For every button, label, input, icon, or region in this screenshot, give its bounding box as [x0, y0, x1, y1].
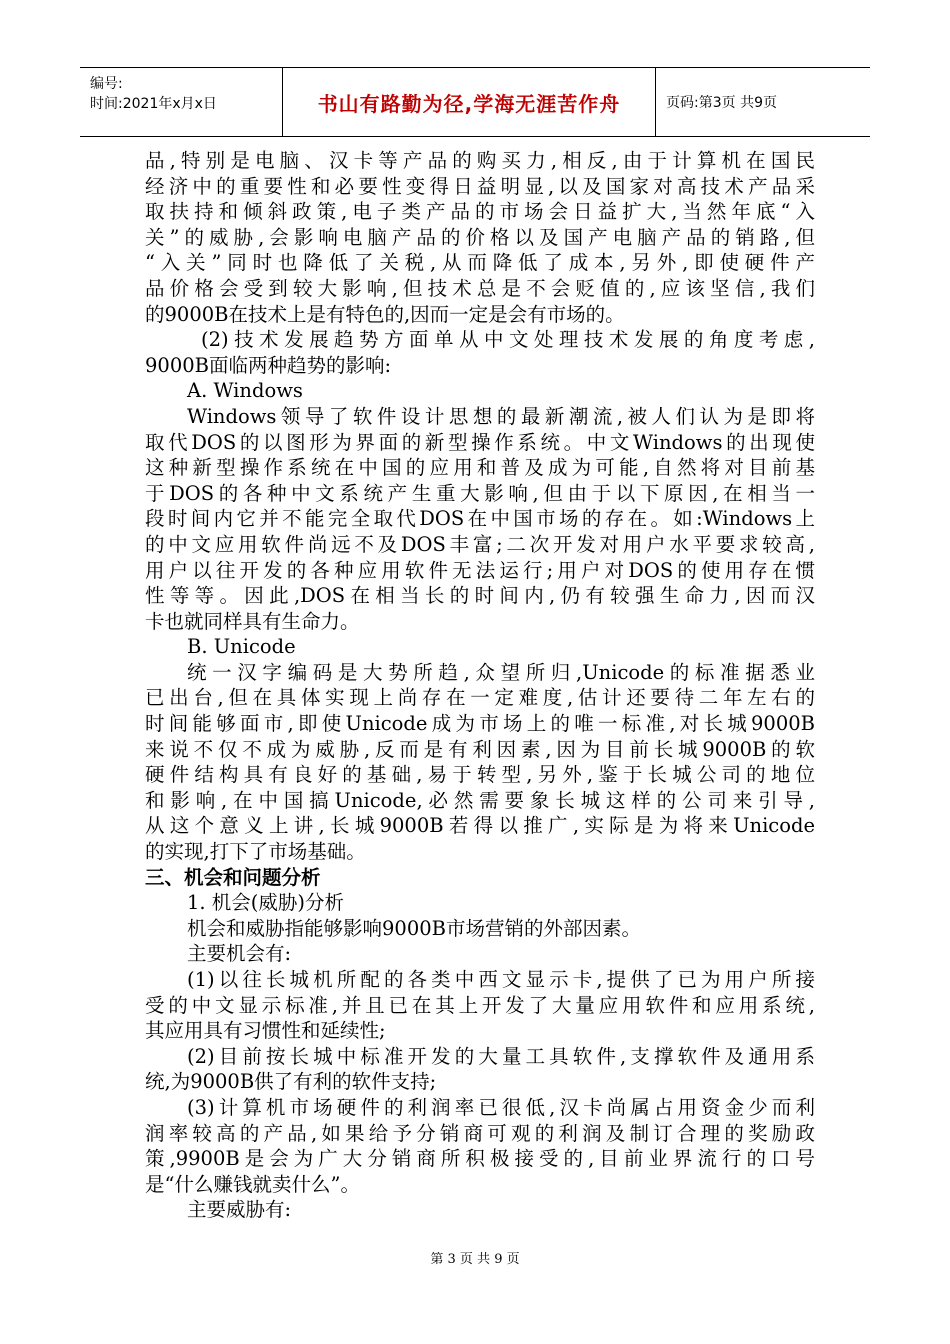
page-header: [80, 67, 870, 137]
body-line: 用户以往开发的各种应用软件无法运行;用户对DOS的使用存在惯: [145, 558, 815, 582]
body-line: 主要机会有:: [187, 942, 292, 966]
body-line: 硬件结构具有良好的基础,易于转型,另外,鉴于长城公司的地位: [145, 763, 815, 787]
body-line: 的9000B在技术上是有特色的,因而一定是会有市场的。: [145, 302, 625, 326]
header-page-info: 页码:第3页 共9页: [666, 95, 777, 111]
body-line: 的实现,打下了市场基础。: [145, 840, 366, 864]
body-line: 统一汉字编码是大势所趋,众望所归,Unicode的标准据悉业: [187, 660, 815, 684]
body-line: 时间能够面市,即使Unicode成为市场上的唯一标准,对长城9000B: [145, 712, 815, 736]
section-label-unicode: B. Unicode: [187, 635, 296, 659]
body-line: 统,为9000B供了有利的软件支持;: [145, 1070, 437, 1094]
body-line: (3)计算机市场硬件的利润率已很低,汉卡尚属占用资金少而利: [187, 1095, 815, 1119]
document-date-label: 时间:2021年x月x日: [90, 96, 217, 112]
body-line: 性等等。因此,DOS在相当长的时间内,仍有较强生命力,因而汉: [145, 584, 815, 608]
body-line: 经济中的重要性和必要性变得日益明显,以及国家对高技术产品采: [145, 174, 815, 198]
body-line: 卡也就同样具有生命力。: [145, 609, 360, 633]
body-line: 来说不仅不成为威胁,反而是有利因素,因为目前长城9000B的软: [145, 737, 815, 761]
header-meta: [80, 68, 283, 136]
body-line: 这种新型操作系统在中国的应用和普及成为可能,自然将对目前基: [145, 456, 815, 480]
body-line: 受的中文显示标准,并且已在其上开发了大量应用软件和应用系统,: [145, 993, 815, 1017]
body-line: 的中文应用软件尚远不及DOS丰富;二次开发对用户水平要求较高,: [145, 532, 815, 556]
body-line: 9000B面临两种趋势的影响:: [145, 353, 392, 377]
body-line: “入关”同时也降低了关税,从而降低了成本,另外,即使硬件产: [145, 251, 815, 275]
body-line: 关”的威胁,会影响电脑产品的价格以及国产电脑产品的销路,但: [145, 225, 815, 249]
body-line: 段时间内它并不能完全取代DOS在中国市场的存在。如:Windows上: [145, 507, 815, 531]
document-number-label: 编号:: [90, 76, 123, 92]
subsection-heading: 1. 机会(威胁)分析: [187, 891, 345, 915]
body-line: 是“什么赚钱就卖什么”。: [145, 1172, 360, 1196]
header-page-info-cell: [656, 68, 870, 136]
body-line: 润率较高的产品,如果给予分销商可观的利润及制订合理的奖励政: [145, 1121, 815, 1145]
body-line: 从这个意义上讲,长城9000B若得以推广,实际是为将来Unicode: [145, 814, 815, 838]
body-line: 主要威胁有:: [187, 1198, 292, 1222]
body-line: 和影响,在中国搞Unicode,必然需要象长城这样的公司来引导,: [145, 788, 815, 812]
body-line: 取代DOS的以图形为界面的新型操作系统。中文Windows的出现使: [145, 430, 815, 454]
header-motto: 书山有路勤为径,学海无涯苦作舟: [317, 91, 621, 116]
body-line: 于DOS的各种中文系统产生重大影响,但由于以下原因,在相当一: [145, 481, 815, 505]
body-line: (2)目前按长城中标准开发的大量工具软件,支撑软件及通用系: [187, 1044, 815, 1068]
body-line: 已出台,但在具体实现上尚存在一定难度,估计还要待二年左右的: [145, 686, 815, 710]
body-line: (2)技术发展趋势方面单从中文处理技术发展的角度考虑,: [201, 328, 815, 352]
body-line: 品,特别是电脑、汉卡等产品的购买力,相反,由于计算机在国民: [145, 149, 815, 172]
body-line: 其应用具有习惯性和延续性;: [145, 1019, 386, 1043]
body-line: 策,9900B是会为广大分销商所积极接受的,目前业界流行的口号: [145, 1147, 815, 1171]
body-line: 品价格会受到较大影响,但技术总是不会贬值的,应该坚信,我们: [145, 276, 815, 300]
section-label-windows: A. Windows: [187, 379, 303, 403]
body-line: (1)以往长城机所配的各类中西文显示卡,提供了已为用户所接: [187, 968, 815, 991]
document-body: [145, 148, 815, 1223]
page-footer: 第 3 页 共 9 页: [430, 1252, 520, 1267]
body-line: 取扶持和倾斜政策,电子类产品的市场会日益扩大,当然年底“入: [145, 200, 815, 224]
header-motto-cell: [283, 68, 656, 136]
section-heading: 三、机会和问题分析: [145, 865, 321, 889]
body-line: 机会和威胁指能够影响9000B市场营销的外部因素。: [187, 916, 641, 940]
body-line: Windows领导了软件设计思想的最新潮流,被人们认为是即将: [187, 404, 815, 428]
